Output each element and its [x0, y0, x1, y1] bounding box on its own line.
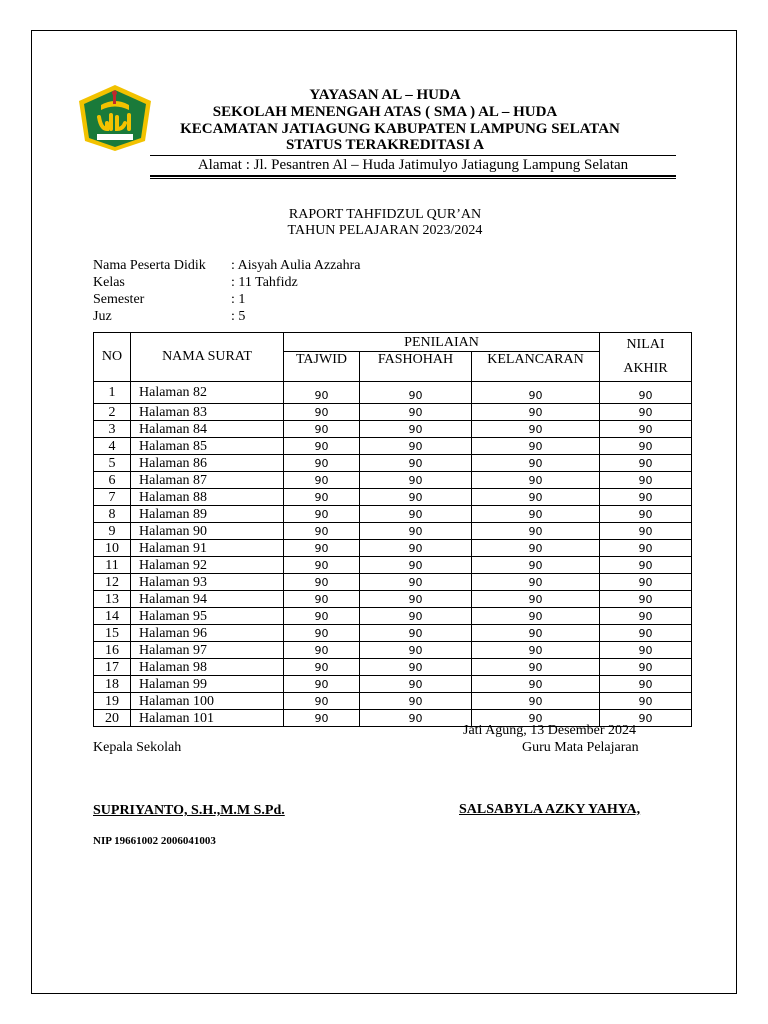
table-row [94, 438, 692, 455]
row-kelancaran-score: 90 [472, 523, 600, 540]
col-fashohah-header: FASHOHAH [360, 352, 472, 382]
row-number: 4 [94, 438, 131, 455]
teacher-role: Guru Mata Pelajaran [522, 740, 639, 755]
signing-date: Jati Agung, 13 Desember 2024 [463, 723, 637, 738]
row-final-score: 90 [600, 591, 692, 608]
col-no-header: NO [94, 333, 131, 382]
row-final-score: 90 [600, 506, 692, 523]
row-final-score: 90 [600, 404, 692, 421]
row-number: 15 [94, 625, 131, 642]
row-tajwid-score: 90 [284, 404, 360, 421]
row-kelancaran-score: 90 [472, 591, 600, 608]
row-surah-name: Halaman 83 [131, 404, 284, 421]
row-kelancaran-score: 90 [472, 710, 600, 727]
row-number: 17 [94, 659, 131, 676]
row-kelancaran-score: 90 [472, 421, 600, 438]
row-number: 18 [94, 676, 131, 693]
class-label: Kelas [93, 275, 125, 290]
row-fashohah-score: 90 [360, 404, 472, 421]
row-number: 8 [94, 506, 131, 523]
table-row [94, 642, 692, 659]
row-tajwid-score: 90 [284, 625, 360, 642]
row-surah-name: Halaman 87 [131, 472, 284, 489]
row-tajwid-score: 90 [284, 438, 360, 455]
table-row [94, 693, 692, 710]
row-fashohah-score: 90 [360, 438, 472, 455]
row-number: 16 [94, 642, 131, 659]
accreditation-status: STATUS TERAKREDITASI A [285, 137, 485, 153]
col-nilai-label: NILAI [626, 337, 665, 352]
row-tajwid-score: 90 [284, 642, 360, 659]
row-surah-name: Halaman 90 [131, 523, 284, 540]
row-surah-name: Halaman 100 [131, 693, 284, 710]
row-number: 20 [94, 710, 131, 727]
row-final-score: 90 [600, 574, 692, 591]
student-name-label: Nama Peserta Didik [93, 258, 206, 273]
row-surah-name: Halaman 84 [131, 421, 284, 438]
row-kelancaran-score: 90 [472, 489, 600, 506]
row-number: 7 [94, 489, 131, 506]
row-fashohah-score: 90 [360, 472, 472, 489]
row-fashohah-score: 90 [360, 523, 472, 540]
row-tajwid-score: 90 [284, 591, 360, 608]
row-kelancaran-score: 90 [472, 506, 600, 523]
table-row [94, 574, 692, 591]
table-row [94, 540, 692, 557]
row-kelancaran-score: 90 [472, 608, 600, 625]
teacher-name: SALSABYLA AZKY YAHYA, [459, 802, 641, 817]
row-fashohah-score: 90 [360, 574, 472, 591]
row-surah-name: Halaman 99 [131, 676, 284, 693]
row-fashohah-score: 90 [360, 642, 472, 659]
row-number: 13 [94, 591, 131, 608]
student-name-value: : Aisyah Aulia Azzahra [231, 258, 361, 273]
row-surah-name: Halaman 85 [131, 438, 284, 455]
row-fashohah-score: 90 [360, 506, 472, 523]
row-final-score: 90 [600, 472, 692, 489]
principal-role: Kepala Sekolah [93, 740, 182, 755]
row-final-score: 90 [600, 608, 692, 625]
row-number: 2 [94, 404, 131, 421]
row-surah-name: Halaman 82 [131, 382, 284, 404]
row-final-score: 90 [600, 421, 692, 438]
academic-year: TAHUN PELAJARAN 2023/2024 [287, 223, 483, 238]
row-surah-name: Halaman 89 [131, 506, 284, 523]
row-kelancaran-score: 90 [472, 659, 600, 676]
row-surah-name: Halaman 98 [131, 659, 284, 676]
table-row [94, 608, 692, 625]
table-row [94, 659, 692, 676]
row-tajwid-score: 90 [284, 540, 360, 557]
row-kelancaran-score: 90 [472, 557, 600, 574]
row-kelancaran-score: 90 [472, 693, 600, 710]
row-fashohah-score: 90 [360, 540, 472, 557]
header-divider-bottom-thin [150, 178, 676, 179]
row-tajwid-score: 90 [284, 421, 360, 438]
row-tajwid-score: 90 [284, 693, 360, 710]
col-tajwid-header: TAJWID [284, 352, 360, 382]
foundation-name: YAYASAN AL – HUDA [309, 87, 461, 103]
row-kelancaran-score: 90 [472, 382, 600, 404]
row-final-score: 90 [600, 625, 692, 642]
row-number: 9 [94, 523, 131, 540]
row-surah-name: Halaman 94 [131, 591, 284, 608]
row-final-score: 90 [600, 540, 692, 557]
col-nilai-akhir-header [600, 333, 692, 382]
table-row [94, 523, 692, 540]
row-number: 19 [94, 693, 131, 710]
semester-label: Semester [93, 292, 145, 307]
table-row [94, 421, 692, 438]
table-row [94, 472, 692, 489]
row-fashohah-score: 90 [360, 421, 472, 438]
table-row [94, 506, 692, 523]
row-number: 6 [94, 472, 131, 489]
row-surah-name: Halaman 91 [131, 540, 284, 557]
row-fashohah-score: 90 [360, 557, 472, 574]
row-kelancaran-score: 90 [472, 574, 600, 591]
row-number: 1 [94, 382, 131, 404]
row-kelancaran-score: 90 [472, 540, 600, 557]
row-fashohah-score: 90 [360, 710, 472, 727]
student-info [93, 257, 360, 325]
row-tajwid-score: 90 [284, 472, 360, 489]
row-kelancaran-score: 90 [472, 625, 600, 642]
row-kelancaran-score: 90 [472, 676, 600, 693]
row-surah-name: Halaman 95 [131, 608, 284, 625]
row-fashohah-score: 90 [360, 693, 472, 710]
row-tajwid-score: 90 [284, 557, 360, 574]
row-final-score: 90 [600, 489, 692, 506]
row-tajwid-score: 90 [284, 382, 360, 404]
row-fashohah-score: 90 [360, 455, 472, 472]
table-row [94, 557, 692, 574]
school-address: Alamat : Jl. Pesantren Al – Huda Jatimulyo Jatiagung Lampung Selatan [197, 157, 629, 173]
row-kelancaran-score: 90 [472, 438, 600, 455]
row-tajwid-score: 90 [284, 489, 360, 506]
school-district: KECAMATAN JATIAGUNG KABUPATEN LAMPUNG SELATAN [180, 121, 620, 137]
row-fashohah-score: 90 [360, 608, 472, 625]
row-tajwid-score: 90 [284, 676, 360, 693]
table-row [94, 489, 692, 506]
semester-value: : 1 [231, 292, 246, 307]
row-tajwid-score: 90 [284, 523, 360, 540]
row-fashohah-score: 90 [360, 591, 472, 608]
row-final-score: 90 [600, 455, 692, 472]
row-fashohah-score: 90 [360, 382, 472, 404]
row-fashohah-score: 90 [360, 659, 472, 676]
report-title: RAPORT TAHFIDZUL QUR’AN [288, 207, 482, 222]
row-surah-name: Halaman 92 [131, 557, 284, 574]
table-row [94, 676, 692, 693]
row-surah-name: Halaman 86 [131, 455, 284, 472]
school-name: SEKOLAH MENENGAH ATAS ( SMA ) AL – HUDA [212, 104, 558, 120]
row-surah-name: Halaman 101 [131, 710, 284, 727]
row-fashohah-score: 90 [360, 676, 472, 693]
row-final-score: 90 [600, 676, 692, 693]
row-tajwid-score: 90 [284, 710, 360, 727]
header-divider-bottom [150, 175, 676, 177]
row-kelancaran-score: 90 [472, 472, 600, 489]
col-kelancaran-header: KELANCARAN [472, 352, 600, 382]
row-tajwid-score: 90 [284, 506, 360, 523]
row-kelancaran-score: 90 [472, 455, 600, 472]
row-tajwid-score: 90 [284, 574, 360, 591]
row-kelancaran-score: 90 [472, 404, 600, 421]
row-final-score: 90 [600, 659, 692, 676]
row-number: 10 [94, 540, 131, 557]
juz-value: : 5 [231, 309, 246, 324]
row-final-score: 90 [600, 710, 692, 727]
row-number: 14 [94, 608, 131, 625]
row-surah-name: Halaman 97 [131, 642, 284, 659]
row-tajwid-score: 90 [284, 608, 360, 625]
col-name-header: NAMA SURAT [131, 333, 284, 382]
row-final-score: 90 [600, 523, 692, 540]
table-row [94, 591, 692, 608]
row-final-score: 90 [600, 382, 692, 404]
row-number: 3 [94, 421, 131, 438]
row-surah-name: Halaman 88 [131, 489, 284, 506]
row-final-score: 90 [600, 693, 692, 710]
row-kelancaran-score: 90 [472, 642, 600, 659]
row-number: 12 [94, 574, 131, 591]
grades-table [93, 332, 692, 727]
school-logo-icon [77, 83, 153, 153]
row-final-score: 90 [600, 557, 692, 574]
table-row [94, 625, 692, 642]
row-surah-name: Halaman 93 [131, 574, 284, 591]
col-penilaian-header: PENILAIAN [284, 333, 600, 352]
table-row [94, 455, 692, 472]
row-tajwid-score: 90 [284, 659, 360, 676]
juz-label: Juz [93, 309, 112, 324]
row-final-score: 90 [600, 642, 692, 659]
col-akhir-label: AKHIR [623, 361, 668, 376]
table-row [94, 404, 692, 421]
principal-nip: NIP 19661002 2006041003 [93, 835, 216, 847]
row-surah-name: Halaman 96 [131, 625, 284, 642]
row-fashohah-score: 90 [360, 625, 472, 642]
row-number: 11 [94, 557, 131, 574]
table-row [94, 382, 692, 404]
principal-name: SUPRIYANTO, S.H.,M.M S.Pd. [93, 803, 285, 818]
class-value: : 11 Tahfidz [231, 275, 298, 290]
row-number: 5 [94, 455, 131, 472]
row-fashohah-score: 90 [360, 489, 472, 506]
row-tajwid-score: 90 [284, 455, 360, 472]
row-final-score: 90 [600, 438, 692, 455]
